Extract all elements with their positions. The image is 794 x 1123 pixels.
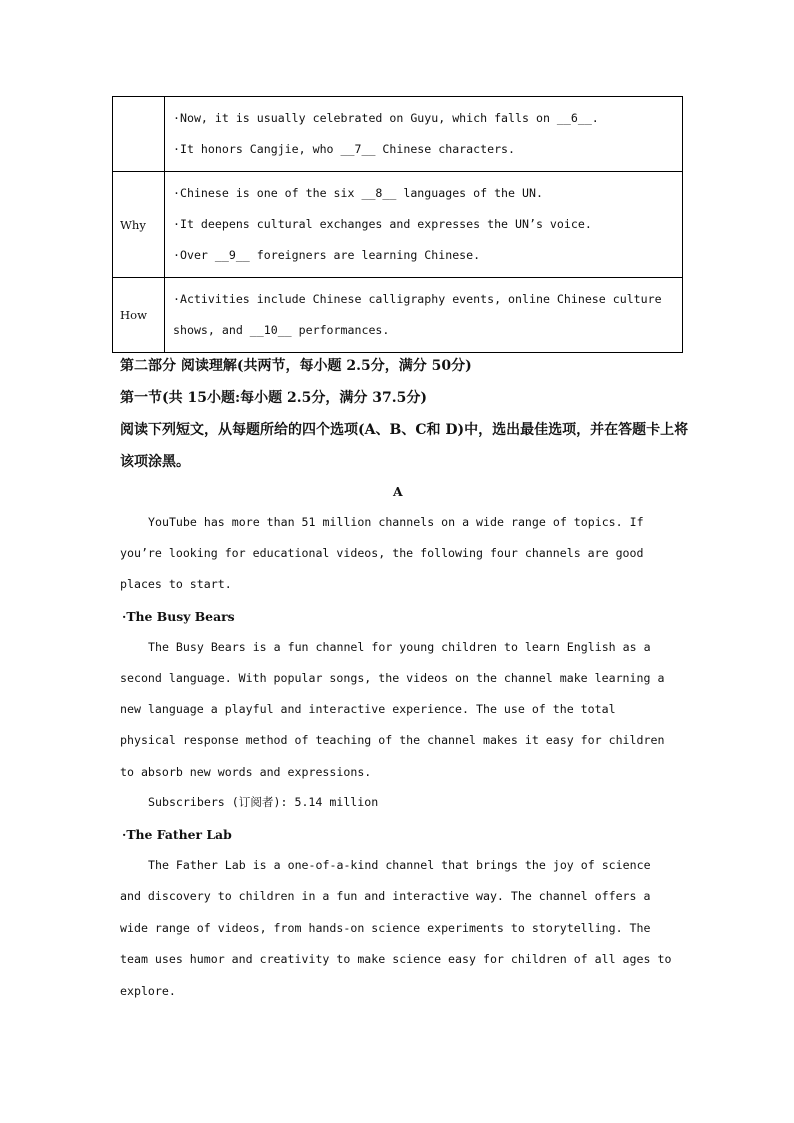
passage-line: to absorb new words and expressions. [120,765,372,779]
passage-line: explore. [120,984,176,998]
passage-line: places to start. [120,577,232,591]
instruction-line-2: 该项涂黑。 [120,454,190,470]
table-line: ·Now, it is usually celebrated on Guyu, which falls on __6__. [173,111,599,125]
passage-line: and discovery to children in a fun and interactive way. The channel offers a [120,889,651,903]
part-title: 第二部分 阅读理解(共两节，每小题 2.5分，满分 50分) [120,358,472,374]
table-line: ·It honors Cangjie, who __7__ Chinese characters. [173,142,516,156]
table-row [113,172,683,278]
subscribers-count: Subscribers (订阅者): 5.14 million [148,795,379,809]
passage-letter: A [393,484,403,499]
passage-line: The Father Lab is a one-of-a-kind channel that brings the joy of science [148,858,651,872]
passage-line: YouTube has more than 51 million channels on a wide range of topics. If [148,515,644,529]
table-line: ·Over __9__ foreigners are learning Chinese. [173,248,481,262]
channel-title: ·The Busy Bears [122,609,235,624]
row-label: Why [113,172,165,278]
passage-line: The Busy Bears is a fun channel for young children to learn English as a [148,640,651,654]
passage-line: physical response method of teaching of the channel makes it easy for children [120,733,665,747]
row-label: How [113,278,165,353]
passage-line: team uses humor and creativity to make science easy for children of all ages to [120,952,672,966]
passage-line: new language a playful and interactive experience. The use of the total [120,702,616,716]
table-line: ·It deepens cultural exchanges and expresses the UN’s voice. [173,217,592,231]
info-table [112,96,683,353]
row-label [113,97,165,172]
table-line: ·Activities include Chinese calligraphy events, online Chinese culture [173,292,662,306]
passage-line: second language. With popular songs, the videos on the channel make learning a [120,671,665,685]
row-content [165,278,683,353]
passage-line: you’re looking for educational videos, the following four channels are good [120,546,644,560]
channel-title: ·The Father Lab [122,827,232,842]
row-content [165,97,683,172]
table-row [113,97,683,172]
section-subtitle: 第一节(共 15小题:每小题 2.5分，满分 37.5分) [120,390,427,406]
table-row [113,278,683,353]
table-line: ·Chinese is one of the six __8__ languages of the UN. [173,186,543,200]
passage-line: wide range of videos, from hands-on science experiments to storytelling. The [120,921,651,935]
instruction-line-1: 阅读下列短文，从每题所给的四个选项(A、B、C和 D)中，选出最佳选项，并在答题卡上将 [120,422,689,438]
table-line: shows, and __10__ performances. [173,323,390,337]
row-content [165,172,683,278]
